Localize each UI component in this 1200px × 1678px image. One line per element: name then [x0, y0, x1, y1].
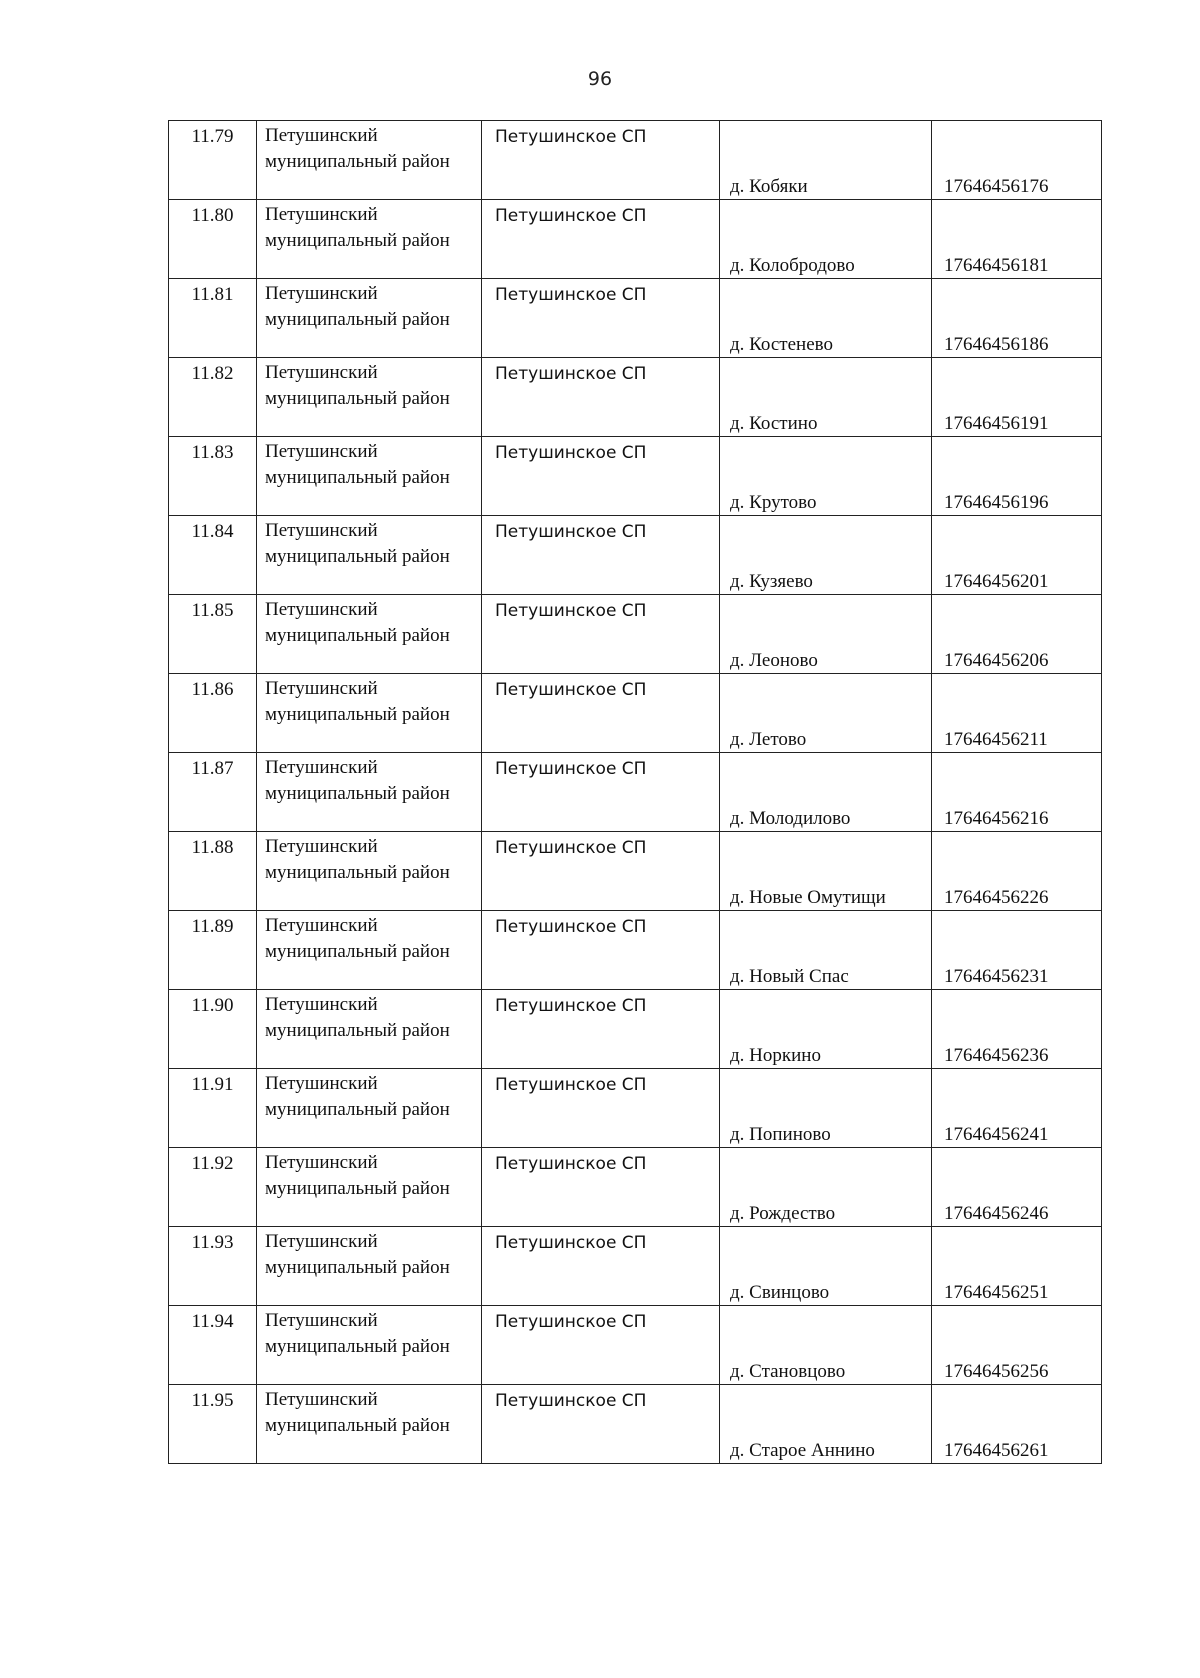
oktmo-code-cell: 17646456211 — [932, 674, 1102, 753]
oktmo-code-cell: 17646456186 — [932, 279, 1102, 358]
row-number: 11.92 — [169, 1148, 257, 1227]
table-row — [169, 1069, 1102, 1148]
table-row — [169, 1227, 1102, 1306]
table-row — [169, 595, 1102, 674]
district-cell: Петушинский муниципальный район — [257, 1306, 482, 1385]
table-row — [169, 990, 1102, 1069]
oktmo-code-cell: 17646456216 — [932, 753, 1102, 832]
settlement-cell: Петушинское СП — [482, 1148, 720, 1227]
table-row — [169, 358, 1102, 437]
district-cell: Петушинский муниципальный район — [257, 1385, 482, 1464]
locality-cell: д. Норкино — [720, 990, 932, 1069]
locality-cell: д. Рождество — [720, 1148, 932, 1227]
row-number: 11.87 — [169, 753, 257, 832]
table-row — [169, 753, 1102, 832]
table-row — [169, 516, 1102, 595]
district-cell: Петушинский муниципальный район — [257, 990, 482, 1069]
table-row — [169, 121, 1102, 200]
district-cell: Петушинский муниципальный район — [257, 121, 482, 200]
table-row — [169, 437, 1102, 516]
district-cell: Петушинский муниципальный район — [257, 516, 482, 595]
district-cell: Петушинский муниципальный район — [257, 1148, 482, 1227]
row-number: 11.93 — [169, 1227, 257, 1306]
settlements-table — [168, 120, 1102, 1464]
locality-cell: д. Леоново — [720, 595, 932, 674]
oktmo-code-cell: 17646456261 — [932, 1385, 1102, 1464]
locality-cell: д. Костино — [720, 358, 932, 437]
settlement-cell: Петушинское СП — [482, 1069, 720, 1148]
locality-cell: д. Кузяево — [720, 516, 932, 595]
row-number: 11.80 — [169, 200, 257, 279]
row-number: 11.89 — [169, 911, 257, 990]
settlement-cell: Петушинское СП — [482, 1385, 720, 1464]
oktmo-code-cell: 17646456206 — [932, 595, 1102, 674]
oktmo-code-cell: 17646456176 — [932, 121, 1102, 200]
locality-cell: д. Крутово — [720, 437, 932, 516]
locality-cell: д. Попиново — [720, 1069, 932, 1148]
oktmo-code-cell: 17646456181 — [932, 200, 1102, 279]
row-number: 11.90 — [169, 990, 257, 1069]
district-cell: Петушинский муниципальный район — [257, 437, 482, 516]
row-number: 11.79 — [169, 121, 257, 200]
row-number: 11.84 — [169, 516, 257, 595]
row-number: 11.91 — [169, 1069, 257, 1148]
district-cell: Петушинский муниципальный район — [257, 1227, 482, 1306]
settlement-cell: Петушинское СП — [482, 753, 720, 832]
district-cell: Петушинский муниципальный район — [257, 358, 482, 437]
oktmo-code-cell: 17646456196 — [932, 437, 1102, 516]
district-cell: Петушинский муниципальный район — [257, 279, 482, 358]
locality-cell: д. Костенево — [720, 279, 932, 358]
row-number: 11.83 — [169, 437, 257, 516]
settlement-cell: Петушинское СП — [482, 595, 720, 674]
settlement-cell: Петушинское СП — [482, 911, 720, 990]
table-body — [169, 121, 1102, 1464]
district-cell: Петушинский муниципальный район — [257, 832, 482, 911]
settlement-cell: Петушинское СП — [482, 279, 720, 358]
row-number: 11.95 — [169, 1385, 257, 1464]
oktmo-code-cell: 17646456201 — [932, 516, 1102, 595]
district-cell: Петушинский муниципальный район — [257, 200, 482, 279]
table-row — [169, 1306, 1102, 1385]
locality-cell: д. Колобродово — [720, 200, 932, 279]
table-row — [169, 1148, 1102, 1227]
settlement-cell: Петушинское СП — [482, 516, 720, 595]
locality-cell: д. Старое Аннино — [720, 1385, 932, 1464]
district-cell: Петушинский муниципальный район — [257, 911, 482, 990]
oktmo-code-cell: 17646456231 — [932, 911, 1102, 990]
oktmo-code-cell: 17646456256 — [932, 1306, 1102, 1385]
oktmo-code-cell: 17646456226 — [932, 832, 1102, 911]
locality-cell: д. Новые Омутищи — [720, 832, 932, 911]
district-cell: Петушинский муниципальный район — [257, 753, 482, 832]
locality-cell: д. Молодилово — [720, 753, 932, 832]
locality-cell: д. Кобяки — [720, 121, 932, 200]
settlement-cell: Петушинское СП — [482, 437, 720, 516]
settlement-cell: Петушинское СП — [482, 1306, 720, 1385]
page-number: 96 — [587, 68, 613, 90]
row-number: 11.85 — [169, 595, 257, 674]
settlement-cell: Петушинское СП — [482, 990, 720, 1069]
settlement-cell: Петушинское СП — [482, 1227, 720, 1306]
locality-cell: д. Свинцово — [720, 1227, 932, 1306]
settlement-cell: Петушинское СП — [482, 832, 720, 911]
table-row — [169, 911, 1102, 990]
locality-cell: д. Становцово — [720, 1306, 932, 1385]
oktmo-code-cell: 17646456251 — [932, 1227, 1102, 1306]
row-number: 11.94 — [169, 1306, 257, 1385]
row-number: 11.86 — [169, 674, 257, 753]
oktmo-code-cell: 17646456241 — [932, 1069, 1102, 1148]
table-row — [169, 1385, 1102, 1464]
table-row — [169, 279, 1102, 358]
table-row — [169, 832, 1102, 911]
settlement-cell: Петушинское СП — [482, 200, 720, 279]
settlement-cell: Петушинское СП — [482, 358, 720, 437]
row-number: 11.82 — [169, 358, 257, 437]
district-cell: Петушинский муниципальный район — [257, 595, 482, 674]
oktmo-code-cell: 17646456236 — [932, 990, 1102, 1069]
locality-cell: д. Летово — [720, 674, 932, 753]
settlement-cell: Петушинское СП — [482, 674, 720, 753]
district-cell: Петушинский муниципальный район — [257, 674, 482, 753]
oktmo-code-cell: 17646456246 — [932, 1148, 1102, 1227]
row-number: 11.88 — [169, 832, 257, 911]
table-row — [169, 200, 1102, 279]
district-cell: Петушинский муниципальный район — [257, 1069, 482, 1148]
row-number: 11.81 — [169, 279, 257, 358]
oktmo-code-cell: 17646456191 — [932, 358, 1102, 437]
table-row — [169, 674, 1102, 753]
locality-cell: д. Новый Спас — [720, 911, 932, 990]
settlement-cell: Петушинское СП — [482, 121, 720, 200]
